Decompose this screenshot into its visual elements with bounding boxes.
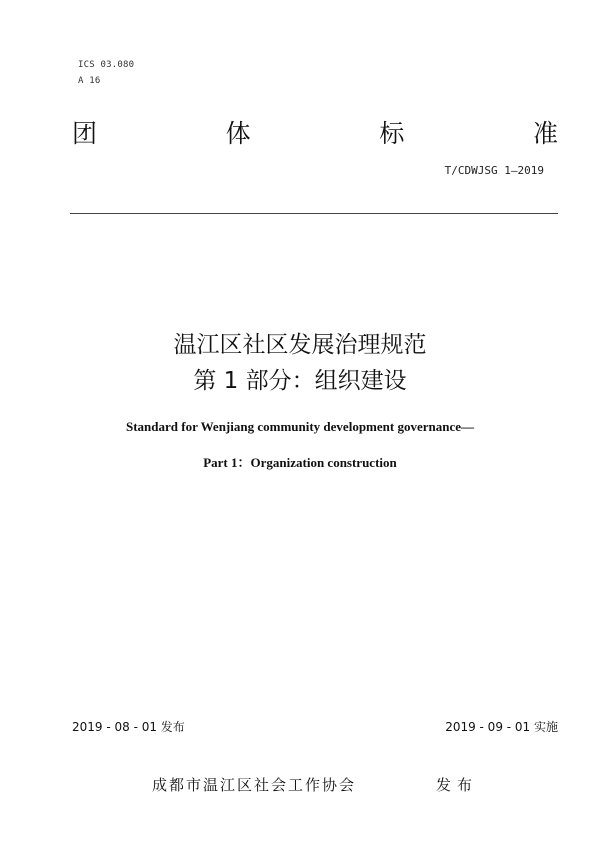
issuing-organization: 成都市温江区社会工作协会: [152, 776, 357, 794]
chinese-title-line-1: 温江区社区发展治理规范: [173, 332, 427, 358]
standard-type-char: 团: [72, 119, 98, 148]
standard-type-heading: [72, 114, 558, 150]
implementation-date: 2019 - 09 - 01 实施: [445, 720, 558, 734]
issue-label: 发布: [436, 776, 479, 794]
standard-type-char: 体: [225, 119, 251, 148]
standard-type-char: 准: [532, 119, 558, 148]
standard-type-char: 标: [379, 119, 405, 148]
english-title-line-1: Standard for Wenjiang community development governance—: [126, 419, 474, 434]
publish-date: 2019 - 08 - 01 发布: [72, 720, 185, 734]
standard-number: T/CDWJSG 1—2019: [444, 164, 544, 177]
english-title-line-2: Part 1：Organization construction: [203, 455, 397, 470]
ccs-code: A 16: [78, 76, 101, 86]
chinese-title-line-2: 第 1 部分：组织建设: [193, 368, 407, 394]
ics-code: ICS 03.080: [78, 60, 135, 70]
header-divider: [70, 213, 558, 214]
